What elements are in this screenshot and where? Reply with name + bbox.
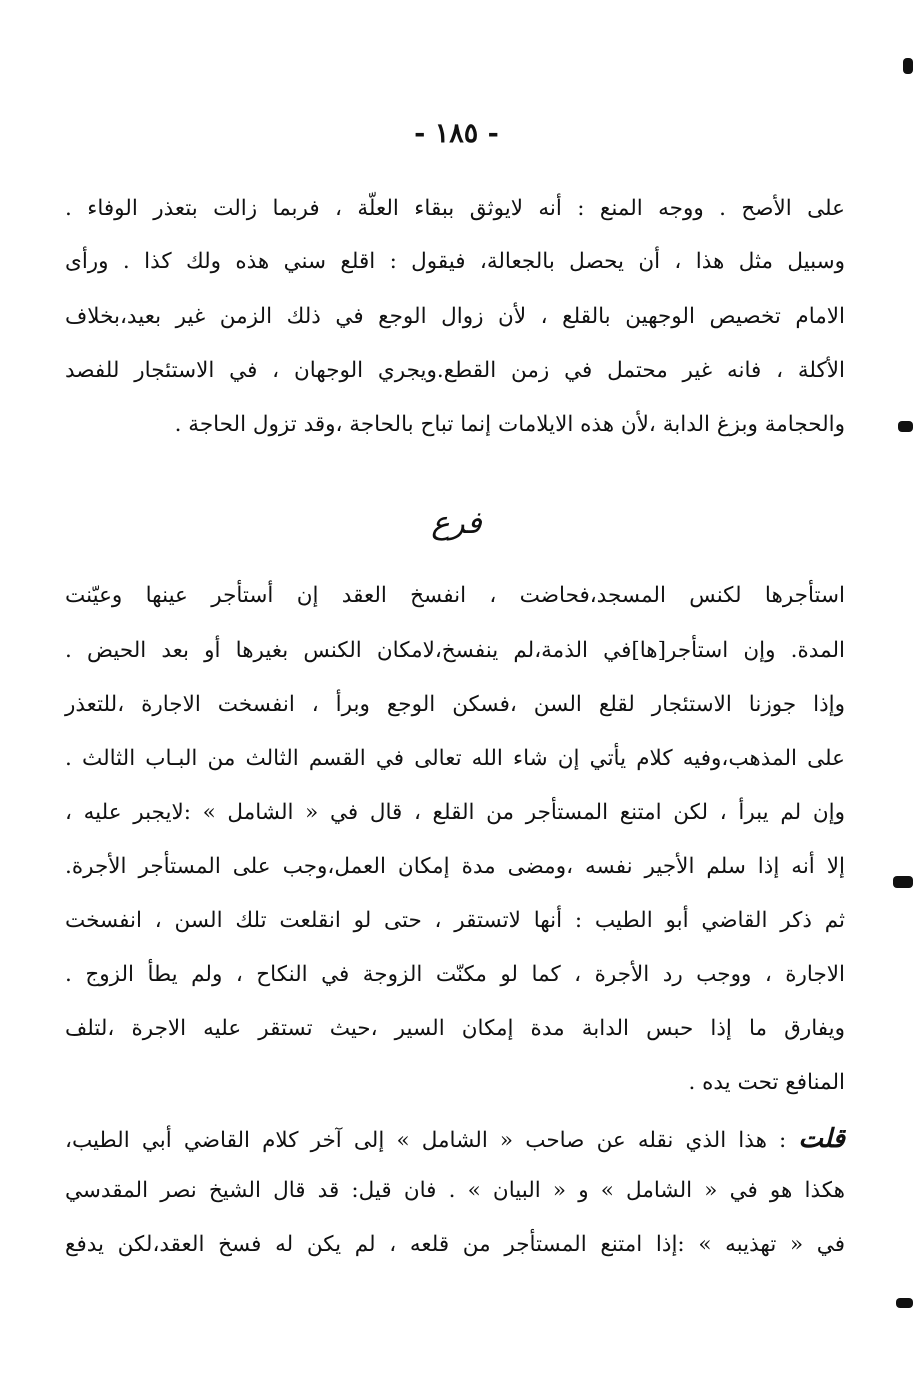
text-line: هكذا هو في « الشامل » و « البيان » . فان قيل: قد قال الشيخ نصر المقدسي [65,1178,845,1203]
text-line: ويفارق ما إذا حبس الدابة مدة إمكان السير ،حيث تستقر عليه الاجرة ،لتلف [65,1016,845,1041]
scan-edge-mark [903,58,913,74]
text-line: الاجارة ، ووجب رد الأجرة ، كما لو مكنّت الزوجة في النكاح ، ولم يطأ الزوج . [65,962,845,987]
text-line: الامام تخصيص الوجهين بالقلع ، لأن زوال الوجع في ذلك الزمن غير بعيد،بخلاف [65,304,845,329]
text-line: استأجرها لكنس المسجد،فحاضت ، انفسخ العقد إن أستأجر عينها وعيّنت [65,583,845,608]
qult-label: قلت [798,1124,845,1154]
scan-edge-mark [898,421,913,432]
section-heading: فرع [431,505,482,541]
scan-edge-mark [896,1298,913,1308]
text-line: ثم ذكر القاضي أبو الطيب : أنها لاتستقر ، حتى لو انقلعت تلك السن ، انفسخت [65,908,845,933]
page-number: - ١٨٥ - [414,118,499,149]
text-line [65,1126,845,1152]
text-line: في « تهذيبه » :إذا امتنع المستأجر من قلعه ، لم يكن له فسخ العقد،لكن يدفع [65,1232,845,1257]
text-line: على الأصح . ووجه المنع : أنه لايوثق ببقاء العلّة ، فربما زالت بتعذر الوفاء . [65,196,845,221]
scan-edge-mark [893,876,913,888]
text-line: والحجامة وبزغ الدابة ،لأن هذه الايلامات إنما تباح بالحاجة ،وقد تزول الحاجة . [174,412,845,437]
text-line: المنافع تحت يده . [688,1070,845,1095]
qult-text: : هذا الذي نقله عن صاحب « الشامل » إلى آخر كلام القاضي أبي الطيب، [65,1128,799,1153]
text-line: وإذا جوزنا الاستئجار لقلع السن ،فسكن الوجع وبرأ ، انفسخت الاجارة ،للتعذر [65,692,845,717]
text-line: إلا أنه إذا سلم الأجير نفسه ،ومضى مدة إمكان العمل،وجب على المستأجر الأجرة. [65,854,845,879]
text-line: وسبيل مثل هذا ، أن يحصل بالجعالة، فيقول : اقلع سني هذه ولك كذا . ورأى [65,249,845,274]
text-line: المدة. وإن استأجر[ها]في الذمة،لم ينفسخ،لامكان الكنس بغيرها أو بعد الحيض . [65,638,845,663]
text-line: الأكلة ، فانه غير محتمل في زمن القطع.ويجري الوجهان ، في الاستئجار للفصد [65,358,845,383]
text-line: وإن لم يبرأ ، لكن امتنع المستأجر من القلع ، قال في « الشامل » :لايجبر عليه ، [65,800,845,825]
text-line: على المذهب،وفيه كلام يأتي إن شاء الله تعالى في القسم الثالث من البـاب الثالث . [65,746,845,771]
